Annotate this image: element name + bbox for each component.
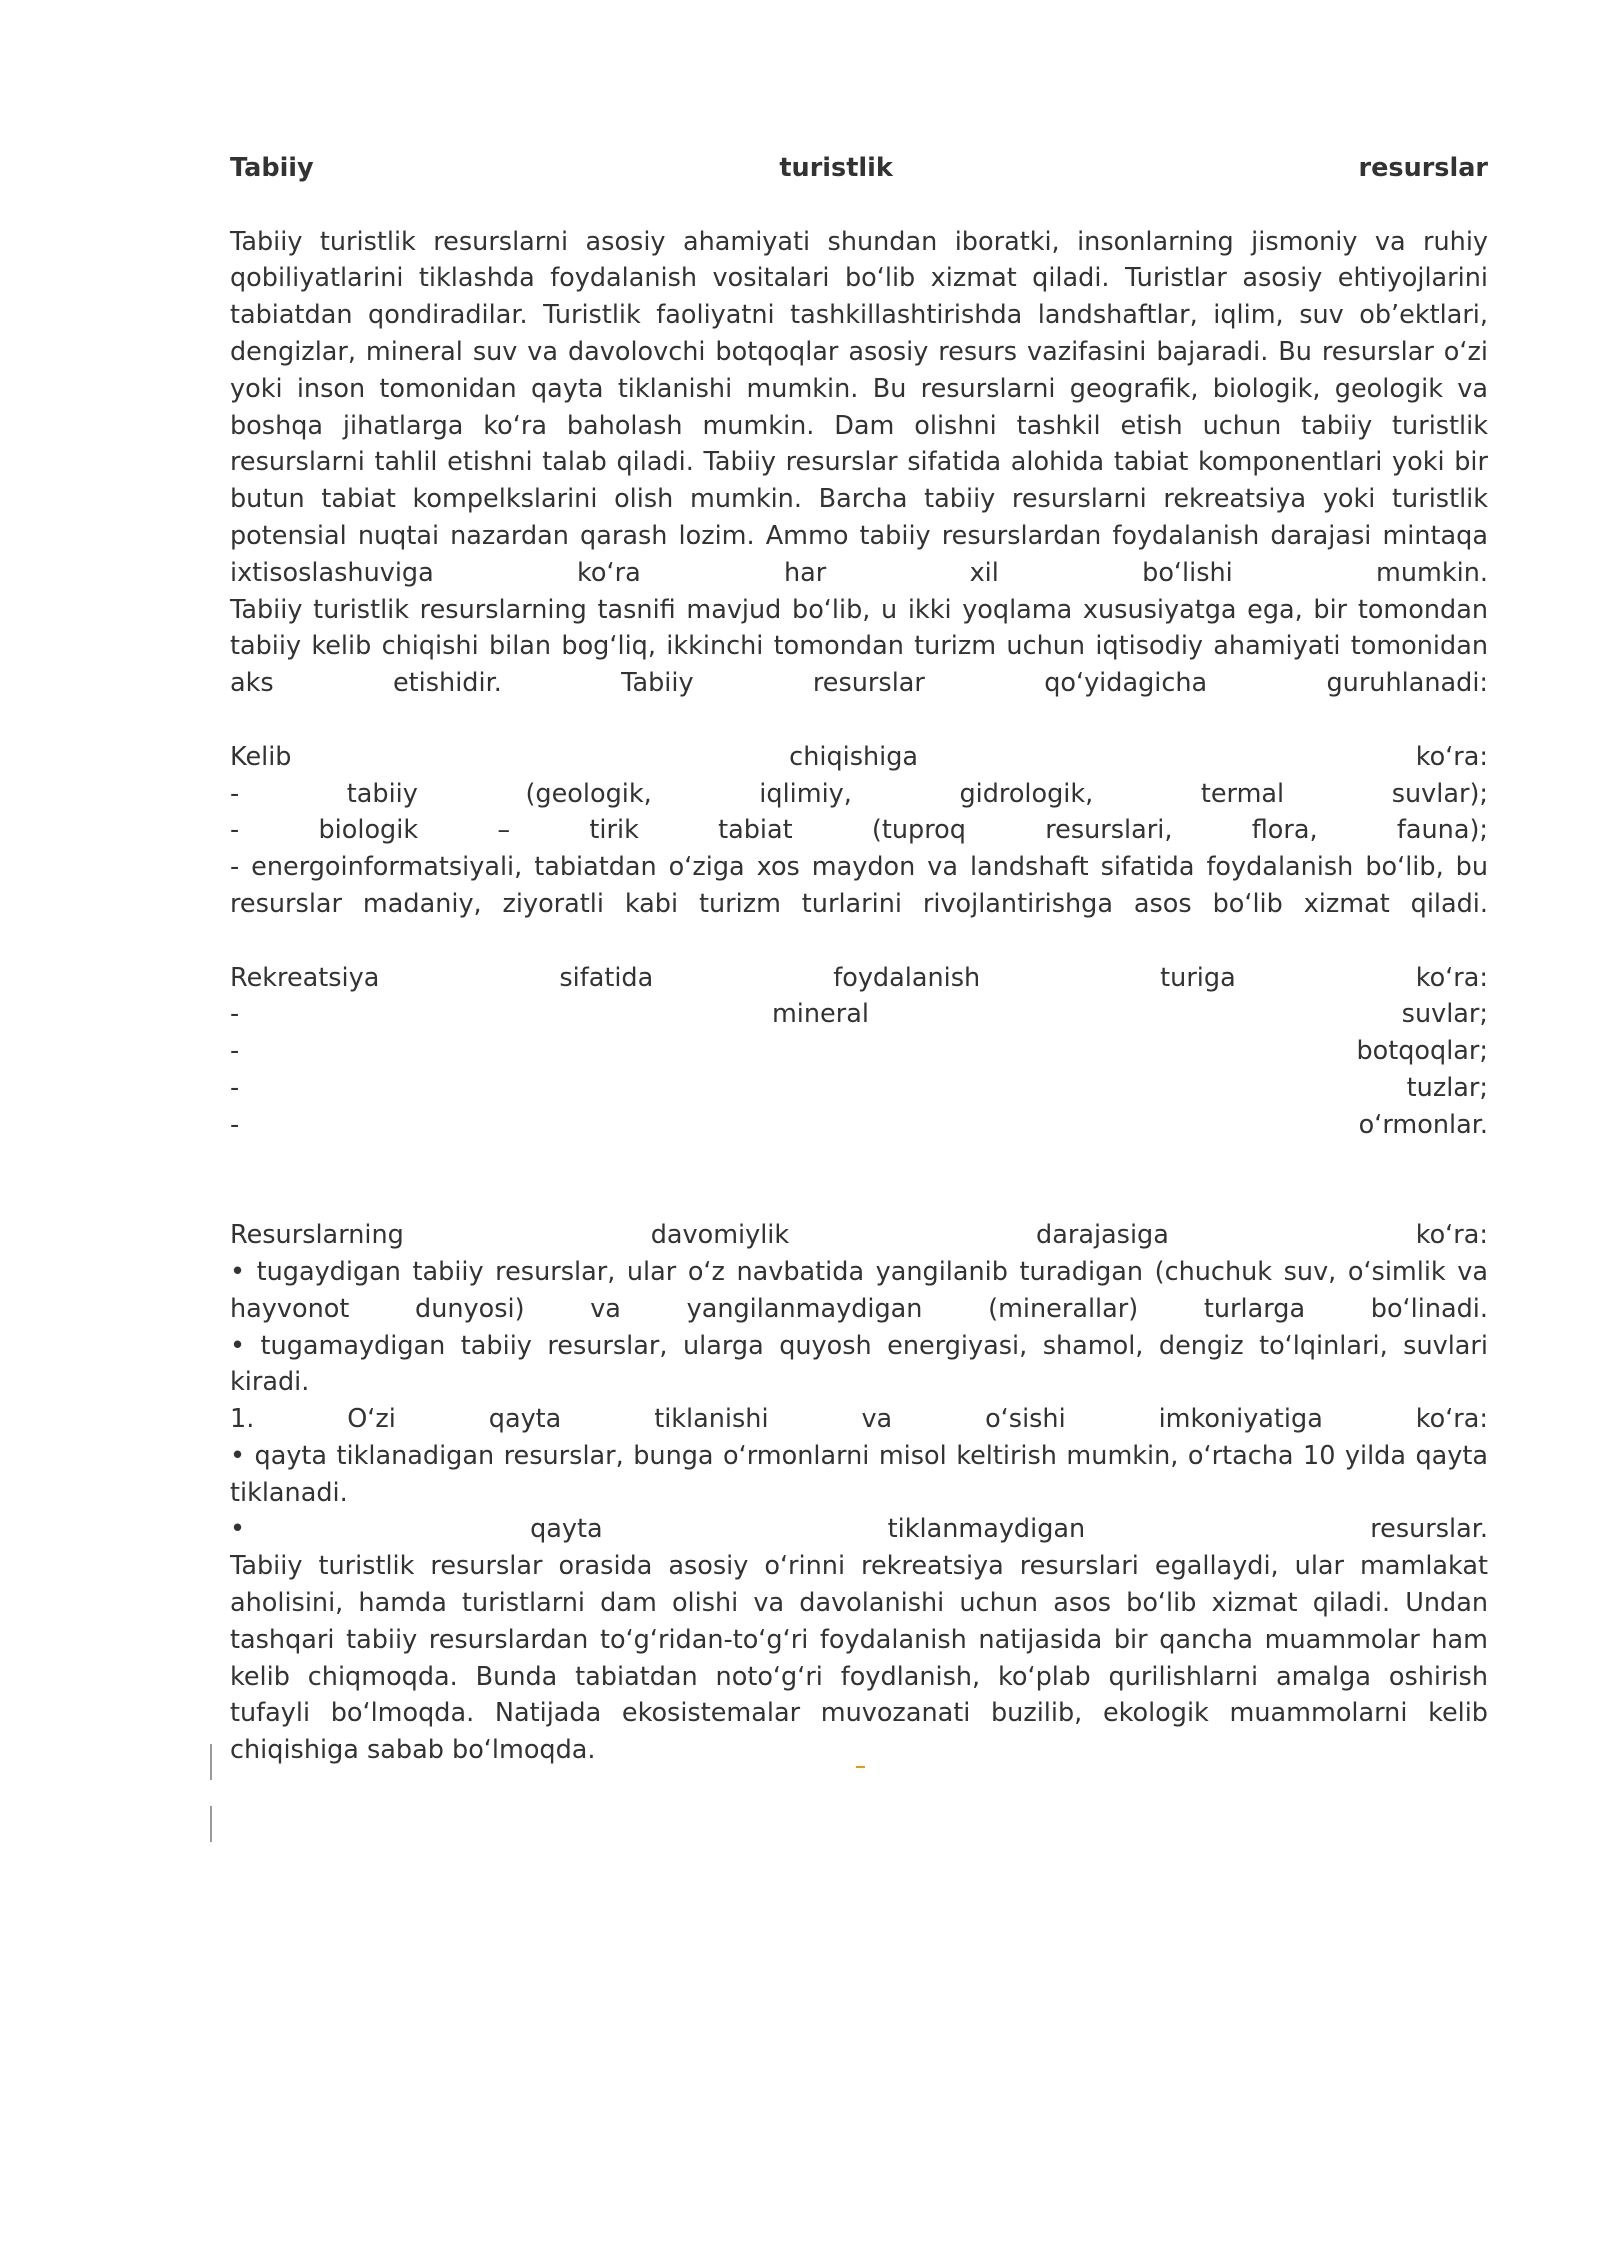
- list-item: • tugaydigan tabiiy resurslar, ular o‘z navbatida yangilanib turadigan (chuchuk suv, o‘simlik va hayvonot dunyosi) va yangilanmaydigan (minerallar) turlarga bo‘linadi.: [230, 1256, 1488, 1324]
- recreation-heading: Rekreatsiya sifatida foydalanish turiga ko‘ra:: [230, 962, 1488, 993]
- list-item: - o‘rmonlar.: [230, 1109, 1488, 1140]
- list-item: - tuzlar;: [230, 1072, 1488, 1103]
- title-word: Tabiiy: [230, 153, 314, 183]
- title-word: turistlik: [779, 153, 893, 183]
- list-item: - botqoqlar;: [230, 1036, 1488, 1067]
- list-item: • qayta tiklanmaydigan resurslar.: [230, 1514, 1488, 1545]
- duration-heading: Resurslarning davomiylik darajasiga ko‘ra:: [230, 1220, 1488, 1251]
- list-item: - tabiiy (geologik, iqlimiy, gidrologik, termal suvlar);: [230, 778, 1488, 809]
- spacer: [230, 923, 1488, 960]
- conclusion-paragraph: Tabiiy turistlik resurslar orasida asosiy o‘rinni rekreatsiya resurslari egallaydi, ular mamlakat aholisini, hamda turistlarni dam olishi va davolanishi uchun asos bo‘lib xizmat qiladi. Undan tashqari tabiiy resurslardan to‘g‘ridan-to‘g‘ri foydalanish natijasida bir qancha muammolar ham kelib chiqmoqda. Bunda tabiatdan noto‘g‘ri foydlanish, ko‘plab qurilishlarni amalga oshirish tufayli bo‘lmoqda. Natijada ekosistemalar muvozanati buzilib, ekologik muammolarni kelib chiqishiga sabab bo‘lmoqda.: [230, 1551, 1488, 1766]
- list-item: • qayta tiklanadigan resurslar, bunga o‘rmonlarni misol keltirish mumkin, o‘rtacha 10 yilda qayta tiklanadi.: [230, 1440, 1488, 1508]
- list-item: - mineral suvlar;: [230, 999, 1488, 1030]
- list-item: • tugamaydigan tabiiy resurslar, ularga quyosh energiyasi, shamol, dengiz to‘lqinlari, suvlari kiradi.: [230, 1330, 1488, 1398]
- list-item: - energoinformatsiyali, tabiatdan o‘ziga xos maydon va landshaft sifatida foydalanish bo‘lib, bu resurslar madaniy, ziyoratli kabi turizm turlarini rivojlantirishga asos bo‘lib xizmat qiladi.: [230, 852, 1488, 919]
- renewal-heading: 1. O‘zi qayta tiklanishi va o‘sishi imkoniyatiga ko‘ra:: [230, 1404, 1488, 1435]
- text-cursor: [210, 1806, 212, 1842]
- spacer: [230, 187, 1488, 224]
- origin-heading: Kelib chiqishiga ko‘ra:: [230, 741, 1488, 772]
- document-title: [230, 150, 1488, 187]
- spacer: [230, 702, 1488, 739]
- comment-marker[interactable]: [856, 1766, 865, 1768]
- classification-paragraph: Tabiiy turistlik resurslarning tasnifi mavjud bo‘lib, u ikki yoqlama xususiyatga ega, bir tomondan tabiiy kelib chiqishi bilan bog‘liq, ikkinchi tomondan turizm uchun iqtisodiy ahamiyati tomonidan aks etishidir. Tabiiy resurslar qo‘yidagicha guruhlanadi:: [230, 594, 1488, 699]
- spacer: [230, 1144, 1488, 1218]
- document-body: [230, 150, 1488, 1769]
- title-word: resurslar: [1358, 153, 1488, 183]
- intro-paragraph: Tabiiy turistlik resurslarni asosiy ahamiyati shundan iboratki, insonlarning jismoniy va ruhiy qobiliyatlarini tiklashda foydalanish vositalari bo‘lib xizmat qiladi. Turistlar asosiy ehtiyojlarini tabiatdan qondiradilar. Turistlik faoliyatni tashkillashtirishda landshaftlar, iqlim, suv ob’ektlari, dengizlar, mineral suv va davolovchi botqoqlar asosiy resurs vazifasini bajaradi. Bu resurslar o‘zi yoki inson tomonidan qayta tiklanishi mumkin. Bu resurslarni geografik, biologik, geologik va boshqa jihatlarga ko‘ra baholash mumkin. Dam olishni tashkil etish uchun tabiiy turistlik resurslarni tahlil etishni talab qiladi. Tabiiy resurslar sifatida alohida tabiat komponentlari yoki bir butun tabiat kompelkslarini olish mumkin. Barcha tabiiy resurslarni rekreatsiya yoki turistlik potensial nuqtai nazardan qarash lozim. Ammo tabiiy resurslardan foydalanish darajasi mintaqa ixtisoslashuviga ko‘ra har xil bo‘lishi mumkin.: [230, 226, 1488, 588]
- list-item: - biologik – tirik tabiat (tuproq resurslari, flora, fauna);: [230, 815, 1488, 846]
- text-cursor: [210, 1744, 212, 1780]
